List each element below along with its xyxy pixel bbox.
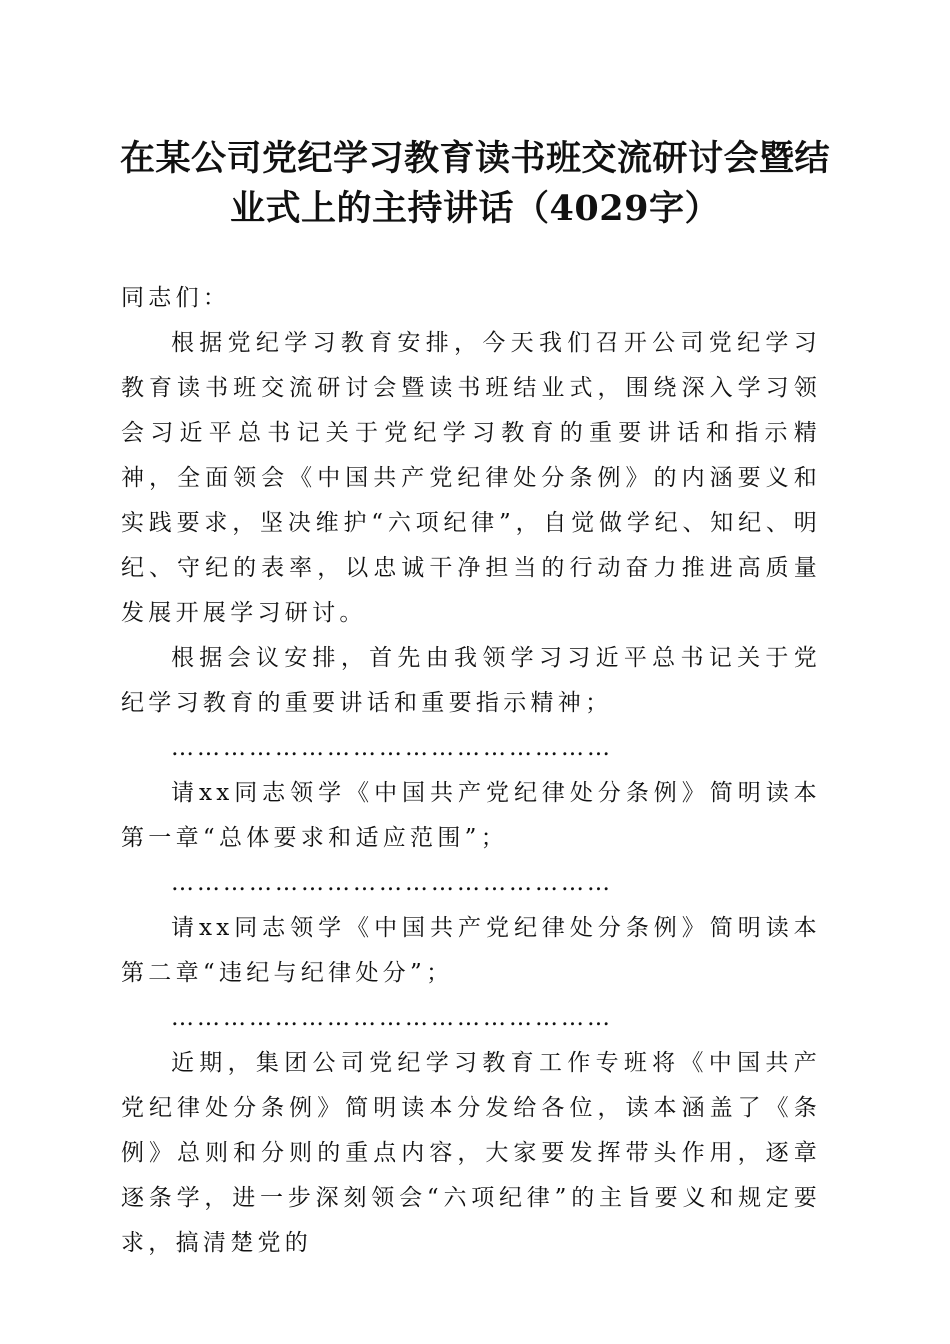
ellipsis-line: ……………………………………………: [171, 735, 613, 761]
paragraph-reading-material: 近期，集团公司党纪学习教育工作专班将《中国共产党纪律处分条例》简明读本分发给各位，读本涵盖了《条例》总则和分则的重点内容，大家要发挥带头作用，逐章逐条学，进一步深刻领会“六项纪律”的主旨要义和规定要求，搞清楚党的: [121, 1050, 821, 1256]
paragraph-chapter-one: 请xx同志领学《中国共产党纪律处分条例》简明读本第一章“总体要求和适应范围”；: [121, 780, 821, 851]
document-body: [121, 276, 821, 1266]
paragraph-opening: 根据党纪学习教育安排，今天我们召开公司党纪学习教育读书班交流研讨会暨读书班结业式，围绕深入学习领会习近平总书记关于党纪学习教育的重要讲话和指示精神，全面领会《中国共产党纪律处分条例》的内涵要义和实践要求，坚决维护“六项纪律”，自觉做学纪、知纪、明纪、守纪的表率，以忠诚干净担当的行动奋力推进高质量发展开展学习研讨。: [121, 330, 821, 626]
paragraph-chapter-two: 请xx同志领学《中国共产党纪律处分条例》简明读本第二章“违纪与纪律处分”；: [121, 915, 821, 986]
ellipsis-line: ……………………………………………: [171, 1005, 613, 1031]
document-title: 在某公司党纪学习教育读书班交流研讨会暨结业式上的主持讲话（4029字）: [119, 138, 830, 229]
salutation: 同志们：: [121, 285, 231, 311]
paragraph-agenda: 根据会议安排，首先由我领学习习近平总书记关于党纪学习教育的重要讲话和重要指示精神；: [121, 645, 821, 716]
ellipsis-line: ……………………………………………: [171, 870, 613, 896]
